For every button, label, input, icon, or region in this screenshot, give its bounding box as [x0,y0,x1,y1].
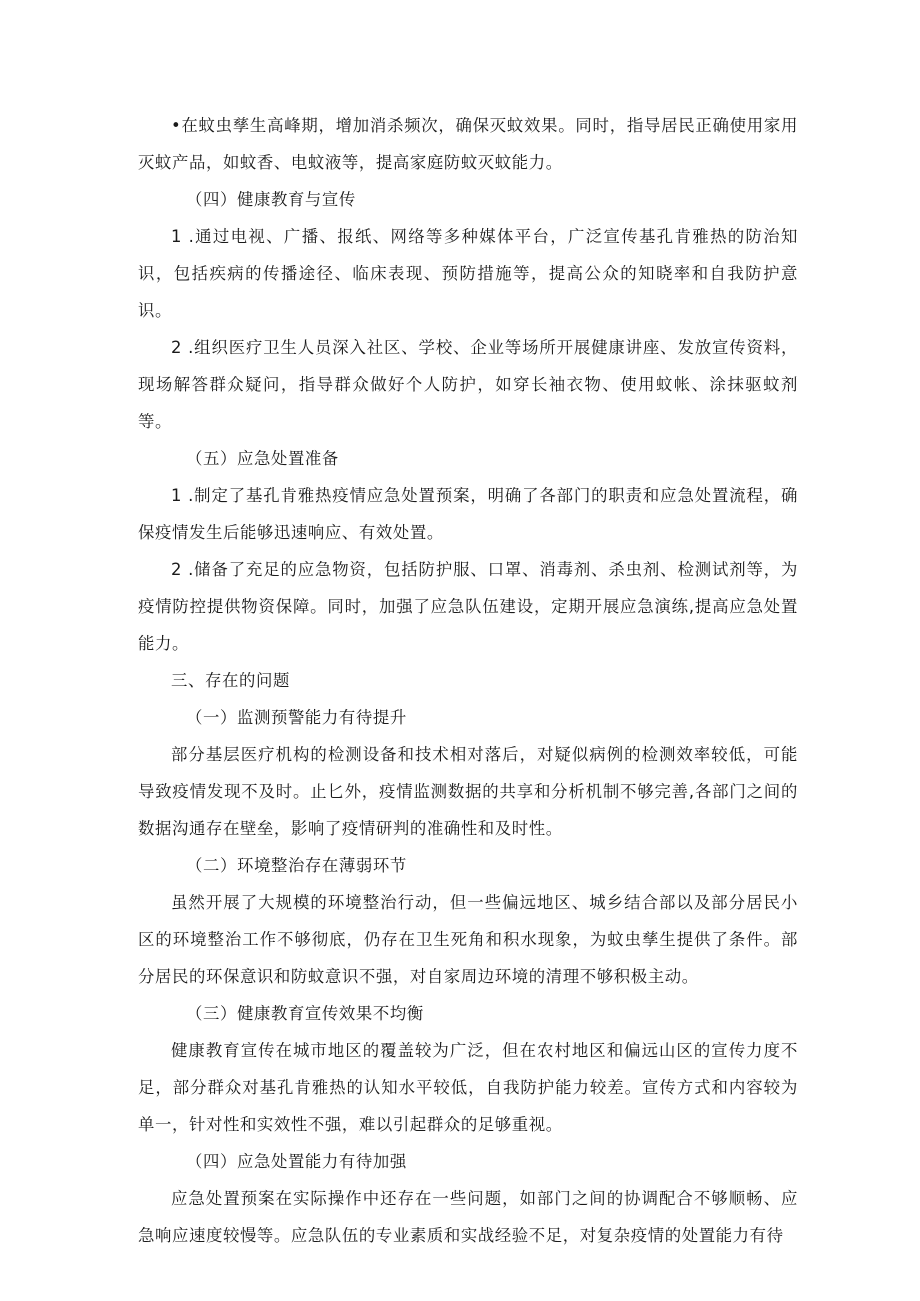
heading-emergency-preparation: （五）应急处置准备 [186,449,339,468]
para-environment-weakness: 虽然开展了大规模的环境整治行动，但一些偏远地区、城乡结合部以及部分居民小区的环境整治工作不够彻底，仍存在卫生死角和积水现象，为蚊虫孳生提供了条件。部分居民的环保意识和防蚊意识不强，对自家周边环境的清理不够积极主动。 [138,893,798,986]
para-health-education-2: 2 .组织医疗卫生人员深入社区、学校、企业等场所开展健康讲座、发放宣传资料，现场解答群众疑问，指导群众做好个人防护，如穿长袖衣物、使用蚊帐、涂抹驱蚊剂等。 [138,338,798,431]
para-monitoring-warning: 部分基层医疗机构的检测设备和技术相对落后，对疑似病例的检测效率较低，可能导致疫情发现不及时。止匕外，疫情监测数据的共享和分析机制不够完善,各部门之间的数据沟通存在壁垒，影响了疫情研判的准确性和及时性。 [138,745,798,838]
document-body [138,107,798,1254]
para-health-education-1: 1 .通过电视、广播、报纸、网络等多种媒体平台，广泛宣传基孔肯雅热的防治知识，包括疾病的传播途径、临床表现、预防措施等，提高公众的知晓率和自我防护意识。 [138,227,798,320]
para-education-imbalance: 健康教育宣传在城市地区的覆盖较为广泛，但在农村地区和偏远山区的宣传力度不足，部分群众对基孔肯雅热的认知水平较低，自我防护能力较差。宣传方式和内容较为单一，针对性和实效性不强，难以引起群众的足够重视。 [138,1041,798,1134]
para-emergency-capacity: 应急处置预案在实际操作中还存在一些问题，如部门之间的协调配合不够顺畅、应急响应速度较慢等。应急队伍的专业素质和实战经验不足，对复杂疫情的处置能力有待 [138,1189,798,1245]
heading-education-imbalance: （三）健康教育宣传效果不均衡 [186,1004,424,1023]
heading-environment-weakness: （二）环境整治存在薄弱环节 [186,856,407,875]
para-emergency-2: 2 .储备了充足的应急物资，包括防护服、口罩、消毒剂、杀虫剂、检测试剂等，为疫情防控提供物资保障。同时，加强了应急队伍建设，定期开展应急演练,提高应急处置能力。 [138,560,798,653]
heading-emergency-capacity: （四）应急处置能力有待加强 [186,1152,407,1171]
para-emergency-1: 1 .制定了基孔肯雅热疫情应急处置预案，明确了各部门的职责和应急处置流程，确保疫情发生后能够迅速响应、有效处置。 [138,486,798,542]
heading-health-education: （四）健康教育与宣传 [186,190,356,209]
para-mosquito-killing: •在蚊虫孳生高峰期，增加消杀频次，确保灭蚊效果。同时，指导居民正确使用家用灭蚊产品，如蚊香、电蚊液等，提高家庭防蚊灭蚊能力。 [138,116,798,172]
section-title-existing-problems: 三、存在的问题 [171,671,290,690]
heading-monitoring-warning: （一）监测预警能力有待提升 [186,708,407,727]
